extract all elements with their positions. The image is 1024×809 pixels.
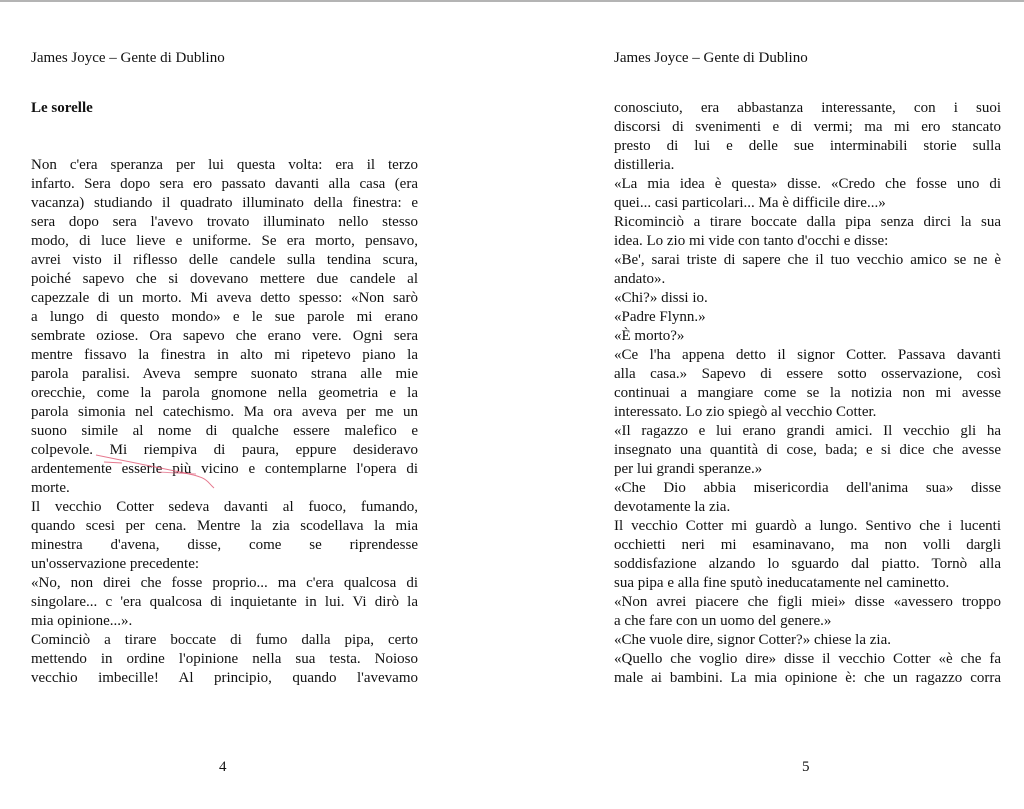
text-line: «Chi?» dissi io.: [614, 290, 708, 306]
running-header: James Joyce – Gente di Dublino: [614, 50, 808, 66]
text-line: «Che Dio abbia misericordia dell'anima sua» disse: [614, 480, 1001, 496]
text-line: discorsi di svenimenti e di vermi; ma mi ero stancato: [614, 119, 1001, 135]
text-line: idea. Lo zio mi vide con tanto d'occhi e disse:: [614, 233, 889, 249]
text-line: continuai a mangiare come se la notizia non mi avesse: [614, 385, 1001, 401]
text-line: vacanza) studiando il quadrato illuminato della finestra: e: [31, 195, 418, 211]
text-line: soddisfazione alzando lo sguardo dal piatto. Tornò alla: [614, 556, 1001, 572]
page-number: 5: [802, 759, 810, 775]
text-line: mia opinione...».: [31, 613, 133, 629]
text-line: «È morto?»: [614, 328, 685, 344]
text-line: modo, di luce lieve e uniforme. Se era morto, pensavo,: [31, 233, 418, 249]
text-line: «Be', sarai triste di sapere che il tuo vecchio amico se ne è: [614, 252, 1001, 268]
text-line: avrei visto il riflesso delle candele sulla tendina scura,: [31, 252, 418, 268]
text-line: minestra d'avena, disse, come se riprendesse: [31, 537, 418, 553]
page-number: 4: [219, 759, 227, 775]
text-line: «Padre Flynn.»: [614, 309, 706, 325]
text-line: poiché sapevo che si dovevano mettere due candele al: [31, 271, 418, 287]
text-line: vecchio imbecille! Al principio, quando l'avevamo: [31, 670, 418, 686]
text-line: conosciuto, era abbastanza interessante, con i suoi: [614, 100, 1001, 116]
text-line: insegnato una quantità di cose, bada; e si dice che avesse: [614, 442, 1001, 458]
running-header: James Joyce – Gente di Dublino: [31, 50, 225, 66]
right-page: [614, 0, 1001, 809]
text-line: «Il ragazzo e lui erano grandi amici. Il vecchio gli ha: [614, 423, 1001, 439]
left-page: [31, 0, 418, 809]
text-line: sembrate oziose. Ora sapevo che erano vere. Ogni sera: [31, 328, 418, 344]
text-line: sera dopo sera l'avevo trovato illuminato nello stesso: [31, 214, 418, 230]
text-line: singolare... c 'era qualcosa di inquietante in lui. Vi dirò la: [31, 594, 418, 610]
text-line: colpevole. Mi riempiva di paura, eppure desideravo: [31, 442, 418, 458]
text-line: «No, non direi che fosse proprio... ma c'era qualcosa di: [31, 575, 418, 591]
text-line: mentre fissavo la finestra in alto mi ripetevo piano la: [31, 347, 418, 363]
text-line: quando scesi per cena. Mentre la zia scodellava la mia: [31, 518, 418, 534]
page-body-text: [31, 156, 418, 688]
text-line: ardentemente esserle più vicino e contemplarne l'opera di: [31, 461, 418, 477]
text-line: «La mia idea è questa» disse. «Credo che fosse uno di: [614, 176, 1001, 192]
text-line: a lungo di questo mondo» e le sue parole mi erano: [31, 309, 418, 325]
text-line: «Che vuole dire, signor Cotter?» chiese la zia.: [614, 632, 891, 648]
text-line: «Non avrei piacere che figli miei» disse «avessero troppo: [614, 594, 1001, 610]
text-line: suono simile al nome di qualche essere malefico e: [31, 423, 418, 439]
text-line: alla casa.» Sapevo di essere sotto osservazione, così: [614, 366, 1001, 382]
text-line: «Quello che voglio dire» disse il vecchio Cotter «è che fa: [614, 651, 1001, 667]
text-line: morte.: [31, 480, 70, 496]
text-line: «Ce l'ha appena detto il signor Cotter. Passava davanti: [614, 347, 1001, 363]
text-line: Il vecchio Cotter sedeva davanti al fuoco, fumando,: [31, 499, 418, 515]
text-line: capezzale di un morto. Mi aveva detto spesso: «Non sarò: [31, 290, 418, 306]
text-line: presto di lui e delle sue interminabili storie sulla: [614, 138, 1001, 154]
text-line: distilleria.: [614, 157, 675, 173]
text-line: un'osservazione precedente:: [31, 556, 200, 572]
text-line: parola paralisi. Aveva sempre suonato strana alle mie: [31, 366, 418, 382]
text-line: interessato. Lo zio spiegò al vecchio Cotter.: [614, 404, 877, 420]
text-line: devotamente la zia.: [614, 499, 731, 515]
text-line: Non c'era speranza per lui questa volta: era il terzo: [31, 157, 418, 173]
text-line: a che fare con un uomo del genere.»: [614, 613, 832, 629]
text-line: occhietti neri mi esaminavano, ma non volli dargli: [614, 537, 1001, 553]
text-line: mettendo in ordine l'opinione nella sua testa. Noioso: [31, 651, 418, 667]
text-line: andato».: [614, 271, 666, 287]
text-line: sua pipa e alla fine sputò ineducatamente nel caminetto.: [614, 575, 950, 591]
text-line: Ricominciò a tirare boccate dalla pipa senza dirci la sua: [614, 214, 1001, 230]
page-body-text: [614, 99, 1001, 688]
text-line: Il vecchio Cotter mi guardò a lungo. Sentivo che i lucenti: [614, 518, 1001, 534]
text-line: parola simonia nel catechismo. Ma ora aveva per me un: [31, 404, 418, 420]
text-line: orecchie, come la parola gnomone nella geometria e la: [31, 385, 418, 401]
text-line: Cominciò a tirare boccate di fumo dalla pipa, certo: [31, 632, 418, 648]
text-line: quei... casi particolari... Ma è difficile dire...»: [614, 195, 886, 211]
chapter-title: Le sorelle: [31, 100, 93, 116]
text-line: male ai bambini. La mia opinione è: che un ragazzo corra: [614, 670, 1001, 686]
text-line: per lui grandi speranze.»: [614, 461, 763, 477]
text-line: infarto. Sera dopo sera ero passato davanti alla casa (era: [31, 176, 418, 192]
